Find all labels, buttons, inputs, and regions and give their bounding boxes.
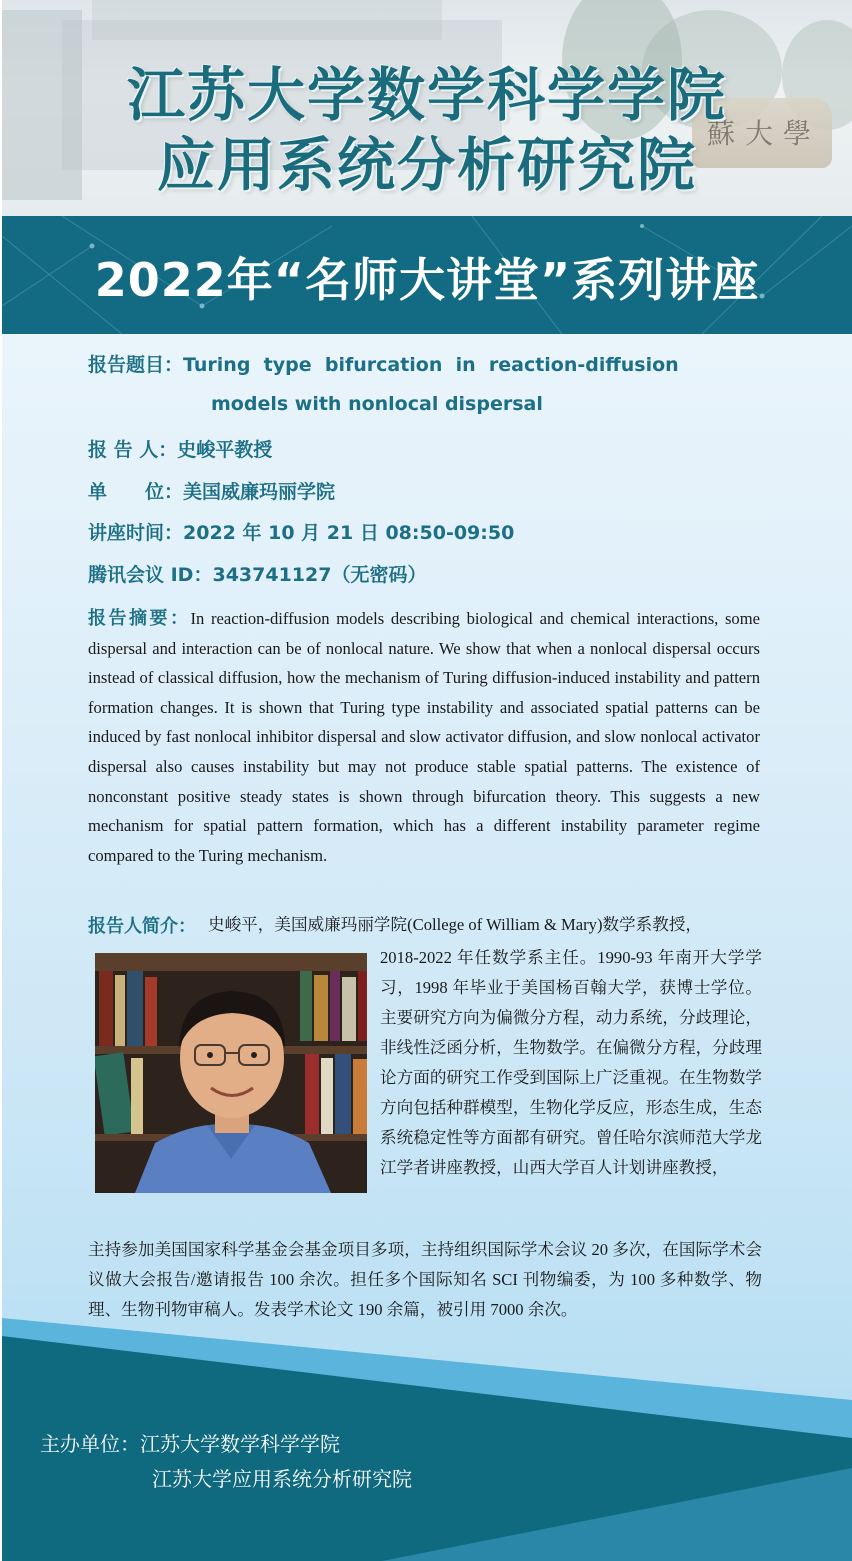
school-title: 江苏大学数学科学学院 xyxy=(126,61,727,129)
host-2: 江苏大学应用系统分析研究院 xyxy=(152,1467,412,1491)
topic-value-line2: models with nonlocal dispersal xyxy=(211,393,543,415)
meeting-value: 343741127（无密码） xyxy=(212,564,427,586)
time-row xyxy=(88,518,514,545)
time-value: 2022 年 10 月 21 日 08:50-09:50 xyxy=(183,522,515,544)
meeting-row xyxy=(88,560,426,587)
series-banner xyxy=(2,216,852,334)
host-line-1 xyxy=(40,1428,340,1457)
bio-first-line: 史峻平，美国威廉玛丽学院(College of William & Mary)数学系教授， xyxy=(208,915,703,934)
speaker-photo xyxy=(95,953,367,1193)
unit-value: 美国威廉玛丽学院 xyxy=(183,481,336,503)
topic-row xyxy=(88,350,679,377)
time-label: 讲座时间： xyxy=(88,522,184,544)
speaker-value: 史峻平教授 xyxy=(177,439,273,461)
abstract-block xyxy=(88,604,760,870)
host-label: 主办单位： xyxy=(40,1432,140,1456)
bio-side-text: 2018-2022 年任数学系主任。1990-93 年南开大学学习，1998 年毕业于美国杨百翰大学，获博士学位。主要研究方向为偏微分方程，动力系统，分歧理论，非线性泛函分析，生物数学。在偏微分方程，分歧理论方面的研究工作受到国际上广泛重视。在生物数学方向包括种群模型，生物化学反应，形态生成，生态系统稳定性等方面都有研究。曾任哈尔滨师范大学龙江学者讲座教授，山西大学百人计划讲座教授， xyxy=(380,948,762,1177)
speaker-row xyxy=(88,435,272,462)
campus-header-image xyxy=(2,0,852,218)
bio-bottom-text: 主持参加美国国家科学基金会基金项目多项，主持组织国际学术会议 20 多次，在国际学术会议做大会报告/邀请报告 100 余次。担任多个国际知名 SCI 刊物编委，为 100 多种数学、物理、生物刊物审稿人。发表学术论文 190 余篇，被引用 7000 余次。 xyxy=(88,1240,762,1319)
abstract-label: 报告摘要： xyxy=(88,608,191,629)
lecture-poster xyxy=(2,0,852,1561)
host-1: 江苏大学数学科学学院 xyxy=(140,1432,340,1456)
unit-row xyxy=(88,477,335,504)
campus-stone-text: 蘇大學 xyxy=(707,117,822,150)
speaker-label: 报 告 人： xyxy=(88,439,178,461)
topic-row-2 xyxy=(211,393,543,415)
institute-title: 应用系统分析研究院 xyxy=(156,131,697,199)
abstract-text: In reaction-diffusion models describing biological and chemical interactions, some dispersal and interaction can be of nonlocal nature. We show that when a nonlocal dispersal occurs instead of classical diffusion, how the mechanism of Turing diffusion-induced instability and pattern formation changes. It is shown that Turing type instability and associated spatial patterns can be induced by fast nonlocal inhibitor dispersal and slow activator diffusion, and slow nonlocal activator dispersal also causes instability but may not produce stable spatial patterns. The existence of nonconstant positive steady states is shown through bifurcation theory. This suggests a new mechanism for spatial pattern formation, which has a different instability parameter regime compared to the Turing mechanism. xyxy=(88,609,761,865)
topic-value-line1: Turing type bifurcation in reaction-diffusion xyxy=(183,354,679,376)
topic-label: 报告题目： xyxy=(88,354,184,376)
host-line-2 xyxy=(152,1463,412,1492)
series-banner-text: 2022年“名师大讲堂”系列讲座 xyxy=(94,253,760,307)
bio-label: 报告人简介： xyxy=(88,916,196,937)
meeting-label: 腾讯会议 ID： xyxy=(88,564,213,586)
unit-label: 单 位： xyxy=(88,481,184,503)
